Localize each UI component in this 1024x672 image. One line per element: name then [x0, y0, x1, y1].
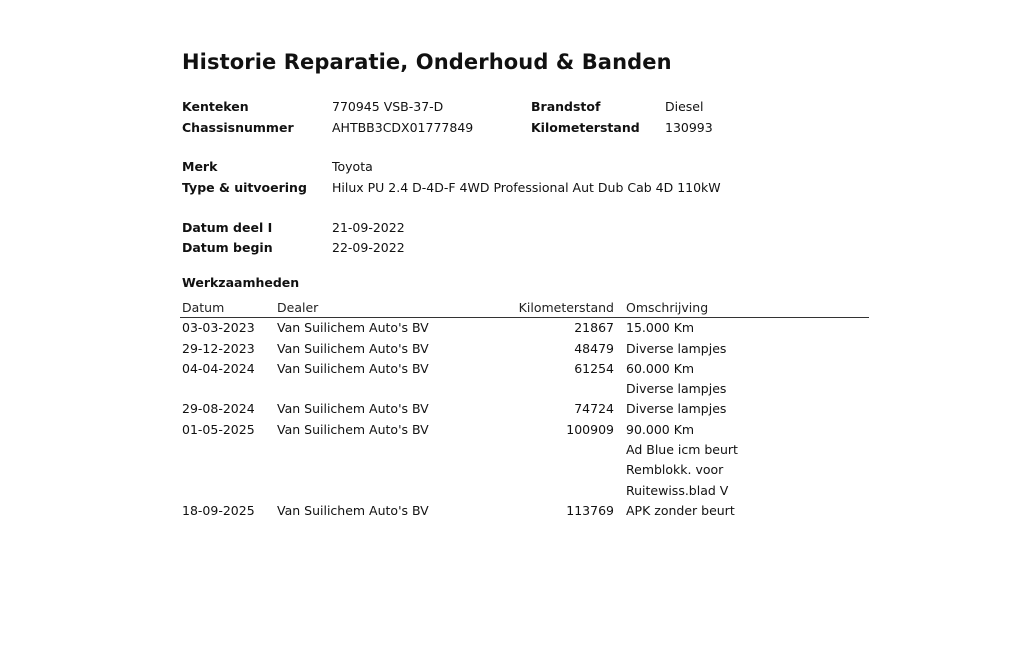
row-5-desc-4: Ruitewiss.blad V	[626, 483, 729, 498]
row-2-desc-1: Diverse lampjes	[626, 341, 727, 356]
header-kilometerstand: Kilometerstand	[518, 300, 614, 315]
row-3-dealer: Van Suilichem Auto's BV	[277, 361, 429, 376]
table-header-rule	[180, 317, 869, 318]
row-6-dealer: Van Suilichem Auto's BV	[277, 503, 429, 518]
row-3-km: 61254	[574, 361, 614, 376]
datum-begin-value: 22-09-2022	[332, 240, 405, 255]
row-5-desc-2: Ad Blue icm beurt	[626, 442, 738, 457]
datum-deel-label: Datum deel I	[182, 220, 273, 235]
row-5-desc-3: Remblokk. voor	[626, 462, 724, 477]
row-4-km: 74724	[574, 401, 614, 416]
kilometerstand-label: Kilometerstand	[531, 120, 640, 135]
row-1-km: 21867	[574, 320, 614, 335]
type-uitvoering-label: Type & uitvoering	[182, 180, 307, 195]
row-4-dealer: Van Suilichem Auto's BV	[277, 401, 429, 416]
row-6-desc-1: APK zonder beurt	[626, 503, 735, 518]
row-4-desc-1: Diverse lampjes	[626, 401, 727, 416]
row-2-datum: 29-12-2023	[182, 341, 255, 356]
row-5-desc-1: 90.000 Km	[626, 422, 695, 437]
kenteken-label: Kenteken	[182, 99, 249, 114]
header-omschrijving: Omschrijving	[626, 300, 709, 315]
row-2-dealer: Van Suilichem Auto's BV	[277, 341, 429, 356]
type-uitvoering-value: Hilux PU 2.4 D-4D-F 4WD Professional Aut Dub Cab 4D 110kW	[332, 180, 721, 195]
row-1-datum: 03-03-2023	[182, 320, 255, 335]
header-dealer: Dealer	[277, 300, 319, 315]
merk-value: Toyota	[332, 159, 373, 174]
row-3-desc-1: 60.000 Km	[626, 361, 695, 376]
row-4-datum: 29-08-2024	[182, 401, 255, 416]
row-1-desc-1: 15.000 Km	[626, 320, 695, 335]
werkzaamheden-title: Werkzaamheden	[182, 275, 300, 290]
row-6-km: 113769	[566, 503, 614, 518]
datum-begin-label: Datum begin	[182, 240, 273, 255]
kenteken-value: 770945 VSB-37-D	[332, 99, 444, 114]
row-5-dealer: Van Suilichem Auto's BV	[277, 422, 429, 437]
row-6-datum: 18-09-2025	[182, 503, 255, 518]
brandstof-label: Brandstof	[531, 99, 601, 114]
row-3-datum: 04-04-2024	[182, 361, 255, 376]
datum-deel-value: 21-09-2022	[332, 220, 405, 235]
brandstof-value: Diesel	[665, 99, 704, 114]
page-title: Historie Reparatie, Onderhoud & Banden	[182, 50, 672, 74]
row-1-dealer: Van Suilichem Auto's BV	[277, 320, 429, 335]
merk-label: Merk	[182, 159, 218, 174]
row-2-km: 48479	[574, 341, 614, 356]
header-datum: Datum	[182, 300, 225, 315]
chassisnummer-label: Chassisnummer	[182, 120, 294, 135]
chassisnummer-value: AHTBB3CDX01777849	[332, 120, 474, 135]
row-5-datum: 01-05-2025	[182, 422, 255, 437]
row-3-desc-2: Diverse lampjes	[626, 381, 727, 396]
row-5-km: 100909	[566, 422, 614, 437]
kilometerstand-value: 130993	[665, 120, 713, 135]
